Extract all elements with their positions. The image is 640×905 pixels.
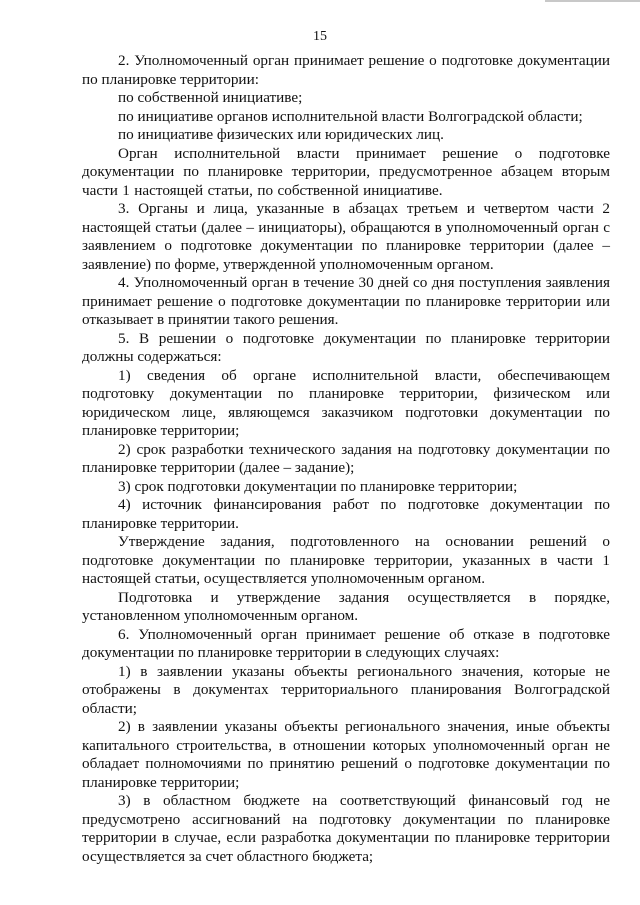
paragraph: 1) в заявлении указаны объекты регионального значения, которые не отображены в документах территориального планирования Волгоградской области; — [82, 662, 610, 717]
paragraph: 2) срок разработки технического задания на подготовку документации по планировке территории (далее – задание); — [82, 440, 610, 476]
paragraph: 1) сведения об органе исполнительной власти, обеспечивающем подготовку документации по планировке территории, физическом или юридическом лице, являющемся заказчиком подготовки документации по планировке территории; — [82, 366, 610, 439]
paragraph: Подготовка и утверждение задания осуществляется в порядке, установленном уполномоченным органом. — [82, 588, 610, 624]
paragraph: Утверждение задания, подготовленного на основании решений о подготовке документации по планировке территории, указанных в части 1 настоящей статьи, осуществляется уполномоченным органом. — [82, 533, 610, 587]
paragraph: 6. Уполномоченный орган принимает решение об отказе в подготовке документации по планировке территории в следующих случаях: — [82, 625, 610, 661]
paragraph: по инициативе физических или юридических лиц. — [118, 126, 444, 143]
document-body — [82, 52, 610, 866]
paragraph: 4. Уполномоченный орган в течение 30 дней со дня поступления заявления принимает решение о подготовке документации по планировке территории или отказывает в принятии такого решения. — [82, 274, 610, 328]
paragraph: 3. Органы и лица, указанные в абзацах третьем и четвертом части 2 настоящей статьи (далее – инициаторы), обращаются в уполномоченный орган с заявлением о подготовке документации по планировке территории (далее – заявление) по форме, утвержденной уполномоченным органом. — [82, 200, 610, 273]
paragraph: 4) источник финансирования работ по подготовке документации по планировке территории. — [82, 496, 610, 532]
paragraph: по собственной инициативе; — [118, 89, 303, 106]
paragraph: 3) в областном бюджете на соответствующий финансовый год не предусмотрено ассигнований на подготовку документации по планировке территории в случае, если разработка документации по планировке территории осуществляется за счет областного бюджета; — [82, 792, 610, 865]
paragraph: 2) в заявлении указаны объекты регионального значения, иные объекты капитального строительства, в отношении которых уполномоченный орган не обладает полномочиями по принятию решений о подготовке документации по планировке территории; — [82, 718, 610, 791]
paragraph: 5. В решении о подготовке документации по планировке территории должны содержаться: — [82, 329, 610, 365]
paragraph: 2. Уполномоченный орган принимает решение о подготовке документации по планировке территории: — [82, 52, 610, 88]
paragraph: по инициативе органов исполнительной власти Волгоградской области; — [118, 107, 583, 125]
page-number: 15 — [313, 29, 327, 44]
paragraph: Орган исполнительной власти принимает решение о подготовке документации по планировке территории, предусмотренное абзацем вторым части 1 настоящей статьи, по собственной инициативе. — [82, 144, 610, 199]
scan-edge-mark — [545, 0, 640, 2]
paragraph: 3) срок подготовки документации по планировке территории; — [118, 477, 518, 495]
